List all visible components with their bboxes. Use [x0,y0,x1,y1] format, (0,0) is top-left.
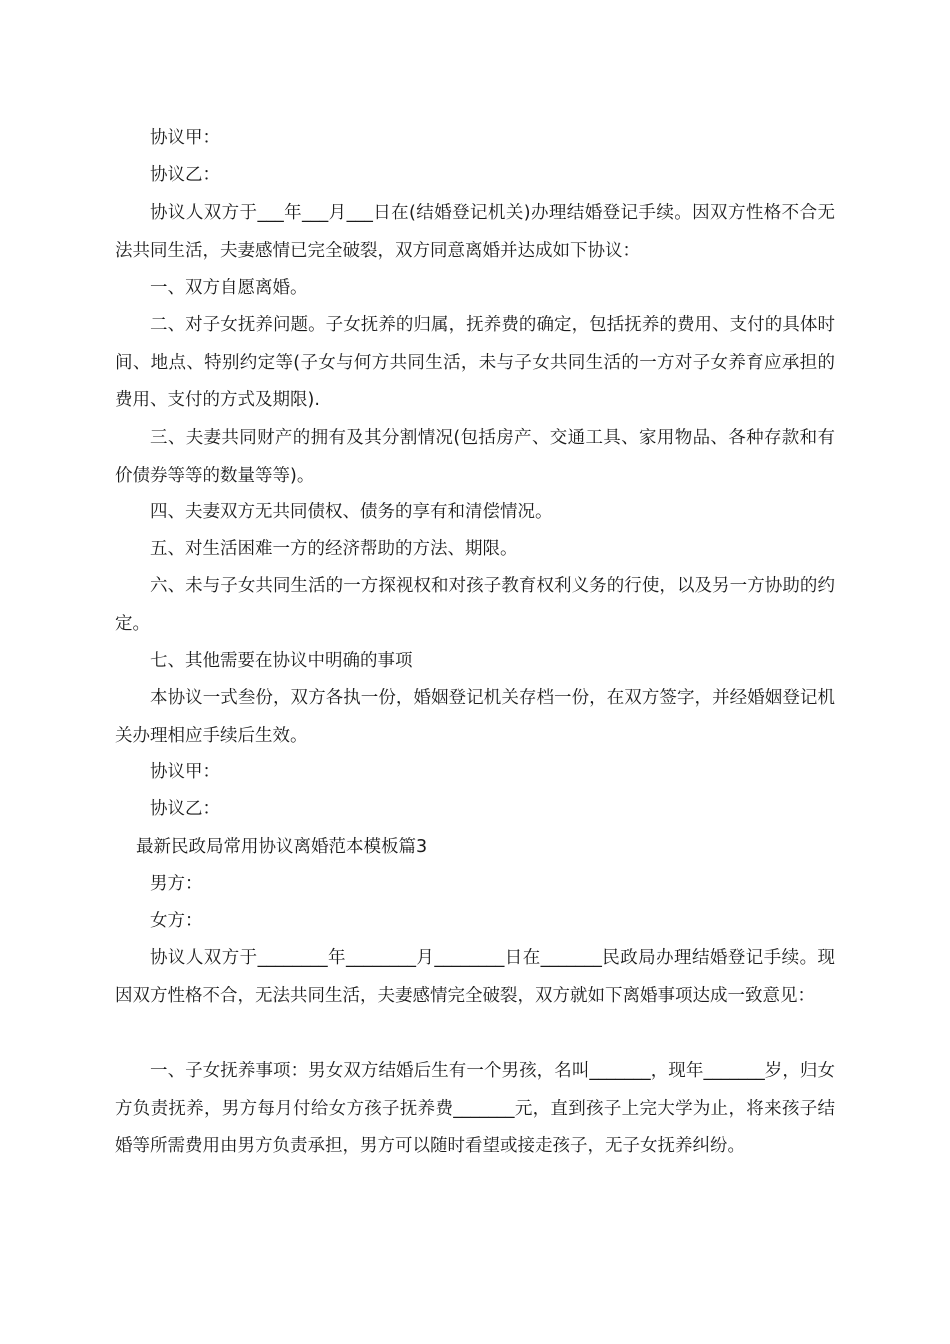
female-party-line: 女方： [150,911,203,931]
clause-1: 一、双方自愿离婚。 [150,278,308,298]
party-a-signature-line: 协议甲： [150,762,220,782]
party-b-signature-line: 协议乙： [150,799,220,819]
section-heading: 最新民政局常用协议离婚范本模板篇3 [136,837,428,857]
agreement-intro-2: 协议人双方于________年________月________日在_______民政局办理结婚登记手续。现因双方性格不合，无法共同生活，夫妻感情完全破裂，双方就如下离婚事项达成一致意见： [115,948,835,1006]
clause-3: 三、夫妻共同财产的拥有及其分割情况(包括房产、交通工具、家用物品、各种存款和有价债券等等的数量等等)。 [115,428,835,486]
clause-6: 六、未与子女共同生活的一方探视权和对孩子教育权利义务的行使，以及另一方协助的约定。 [115,576,835,634]
male-party-line: 男方： [150,874,203,894]
party-b-line: 协议乙： [150,165,220,185]
party-a-line: 协议甲： [150,128,220,148]
clause-5: 五、对生活困难一方的经济帮助的方法、期限。 [150,539,518,559]
effect-clause: 本协议一式叁份，双方各执一份，婚姻登记机关存档一份，在双方签字，并经婚姻登记机关办理相应手续后生效。 [115,688,835,746]
child-custody-clause: 一、子女抚养事项：男女双方结婚后生有一个男孩，名叫_______，现年_______岁，归女方负责抚养，男方每月付给女方孩子抚养费_______元，直到孩子上完大学为止，将来孩子结婚等所需费用由男方负责承担，男方可以随时看望或接走孩子，无子女抚养纠纷。 [115,1061,835,1156]
agreement-intro: 协议人双方于___年___月___日在(结婚登记机关)办理结婚登记手续。因双方性格不合无法共同生活，夫妻感情已完全破裂，双方同意离婚并达成如下协议： [115,203,835,261]
clause-4: 四、夫妻双方无共同债权、债务的享有和清偿情况。 [150,502,553,522]
clause-7: 七、其他需要在协议中明确的事项 [150,651,413,671]
clause-2: 二、对子女抚养问题。子女抚养的归属，抚养费的确定，包括抚养的费用、支付的具体时间、地点、特别约定等(子女与何方共同生活，未与子女共同生活的一方对子女养育应承担的费用、支付的方式及期限). [115,315,835,410]
